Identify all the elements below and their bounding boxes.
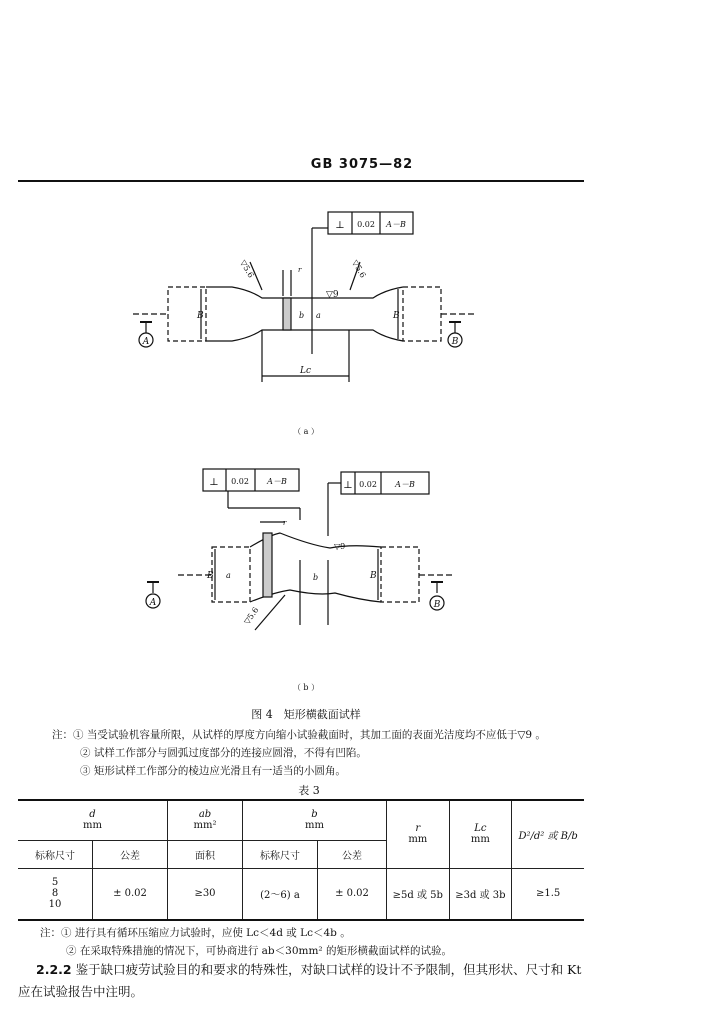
frame-b2-val: 0.02	[359, 480, 377, 489]
table-title: 表 3	[298, 784, 320, 797]
dim-b-a: a	[226, 571, 231, 580]
figure-a-specimen	[133, 212, 476, 382]
figure-title: 图 4 矩形横截面试样	[251, 708, 361, 721]
frame-b2-ref: A－B	[395, 480, 415, 489]
table-note-2: ② 在采取特殊措施的情况下，可协商进行 ab＜30mm² 的矩形横截面试样的试验。	[66, 945, 452, 957]
th-tol-b: 公差	[318, 840, 387, 868]
note-2: ② 试样工作部分与圆弧过度部分的连接应圆滑，不得有凹陷。	[80, 747, 367, 759]
th-area: 面积	[168, 840, 243, 868]
th-tol-d: 公差	[93, 840, 168, 868]
caption-a: （ a ）	[293, 427, 319, 436]
td-Lc: ≥3d 或 3b	[449, 868, 512, 920]
th-ratio: D²/d² 或 B/b	[512, 800, 584, 868]
figure-b-specimen	[146, 469, 452, 630]
note-3: ③ 矩形试样工作部分的棱边应光滑且有一适当的小圆角。	[80, 765, 346, 777]
frame-b1-val: 0.02	[231, 477, 249, 486]
th-nominal-b: 标称尺寸	[243, 840, 318, 868]
dim-a-Lc: Lc	[300, 366, 312, 376]
frame-b2-sym: ⊥	[343, 480, 353, 491]
rough-b-bottom: ▽5.6	[242, 605, 261, 627]
frame-b1-sym: ⊥	[209, 477, 219, 488]
th-b: b mm	[243, 800, 387, 840]
rough-a-right: ▽5.6	[350, 258, 368, 280]
frame-a-ref: A－B	[386, 220, 406, 229]
dim-a-B-right: B	[393, 311, 400, 321]
table-3	[18, 799, 584, 921]
datum-b-B: B	[433, 600, 441, 610]
caption-b: （ b ）	[292, 683, 320, 692]
dim-b-r: r	[283, 519, 287, 527]
dim-b-B-right: B	[370, 571, 377, 581]
td-r: ≥5d 或 5b	[387, 868, 450, 920]
td-area: ≥30	[168, 868, 243, 920]
td-tol-d: ± 0.02	[93, 868, 168, 920]
dim-a-B-left: B	[197, 311, 204, 321]
frame-a-sym: ⊥	[335, 220, 345, 231]
dim-b-b: b	[313, 573, 319, 582]
th-nominal-d: 标称尺寸	[18, 840, 93, 868]
para-line-1: 鉴于缺口疲劳试验目的和要求的特殊性，对缺口试样的设计不予限制，但其形状、尺寸和 Kt	[75, 962, 582, 977]
para-number: 2.2.2	[36, 962, 72, 977]
rough-a-top: ▽9	[326, 290, 339, 300]
datum-a-B: B	[451, 337, 459, 347]
th-d: d mm	[18, 800, 168, 840]
td-d-values: 5 8 10	[18, 868, 93, 920]
datum-a-A: A	[142, 337, 150, 347]
table-note-1: 注：① 进行具有循环压缩应力试验时，应使 Lc＜4d 或 Lc＜4b 。	[40, 927, 351, 939]
frame-b1-ref: A－B	[267, 477, 287, 486]
dim-a-b: b	[299, 311, 305, 320]
para-2-2-2	[36, 960, 581, 978]
page-header: GB 3075—82	[310, 157, 414, 172]
td-nominal-b: (2～6) a	[243, 868, 318, 920]
dim-a-a: a	[316, 311, 321, 320]
frame-a-val: 0.02	[357, 220, 375, 229]
rough-b-top: ▽9	[334, 542, 346, 551]
td-tol-b: ± 0.02	[318, 868, 387, 920]
th-ab: ab mm²	[168, 800, 243, 840]
note-1: 注：① 当受试验机容量所限，从试样的厚度方向缩小试验截面时，其加工面的表面光洁度均不应低于▽9 。	[52, 729, 546, 741]
para-line-2: 应在试验报告中注明。	[18, 984, 144, 999]
dim-a-r: r	[298, 266, 302, 274]
dim-b-B-left: B	[207, 571, 214, 581]
rough-a-left: ▽5.6	[238, 258, 256, 280]
td-ratio: ≥1.5	[512, 868, 584, 920]
datum-b-A: A	[149, 598, 157, 608]
th-Lc: Lc mm	[449, 800, 512, 868]
th-r: r mm	[387, 800, 450, 868]
